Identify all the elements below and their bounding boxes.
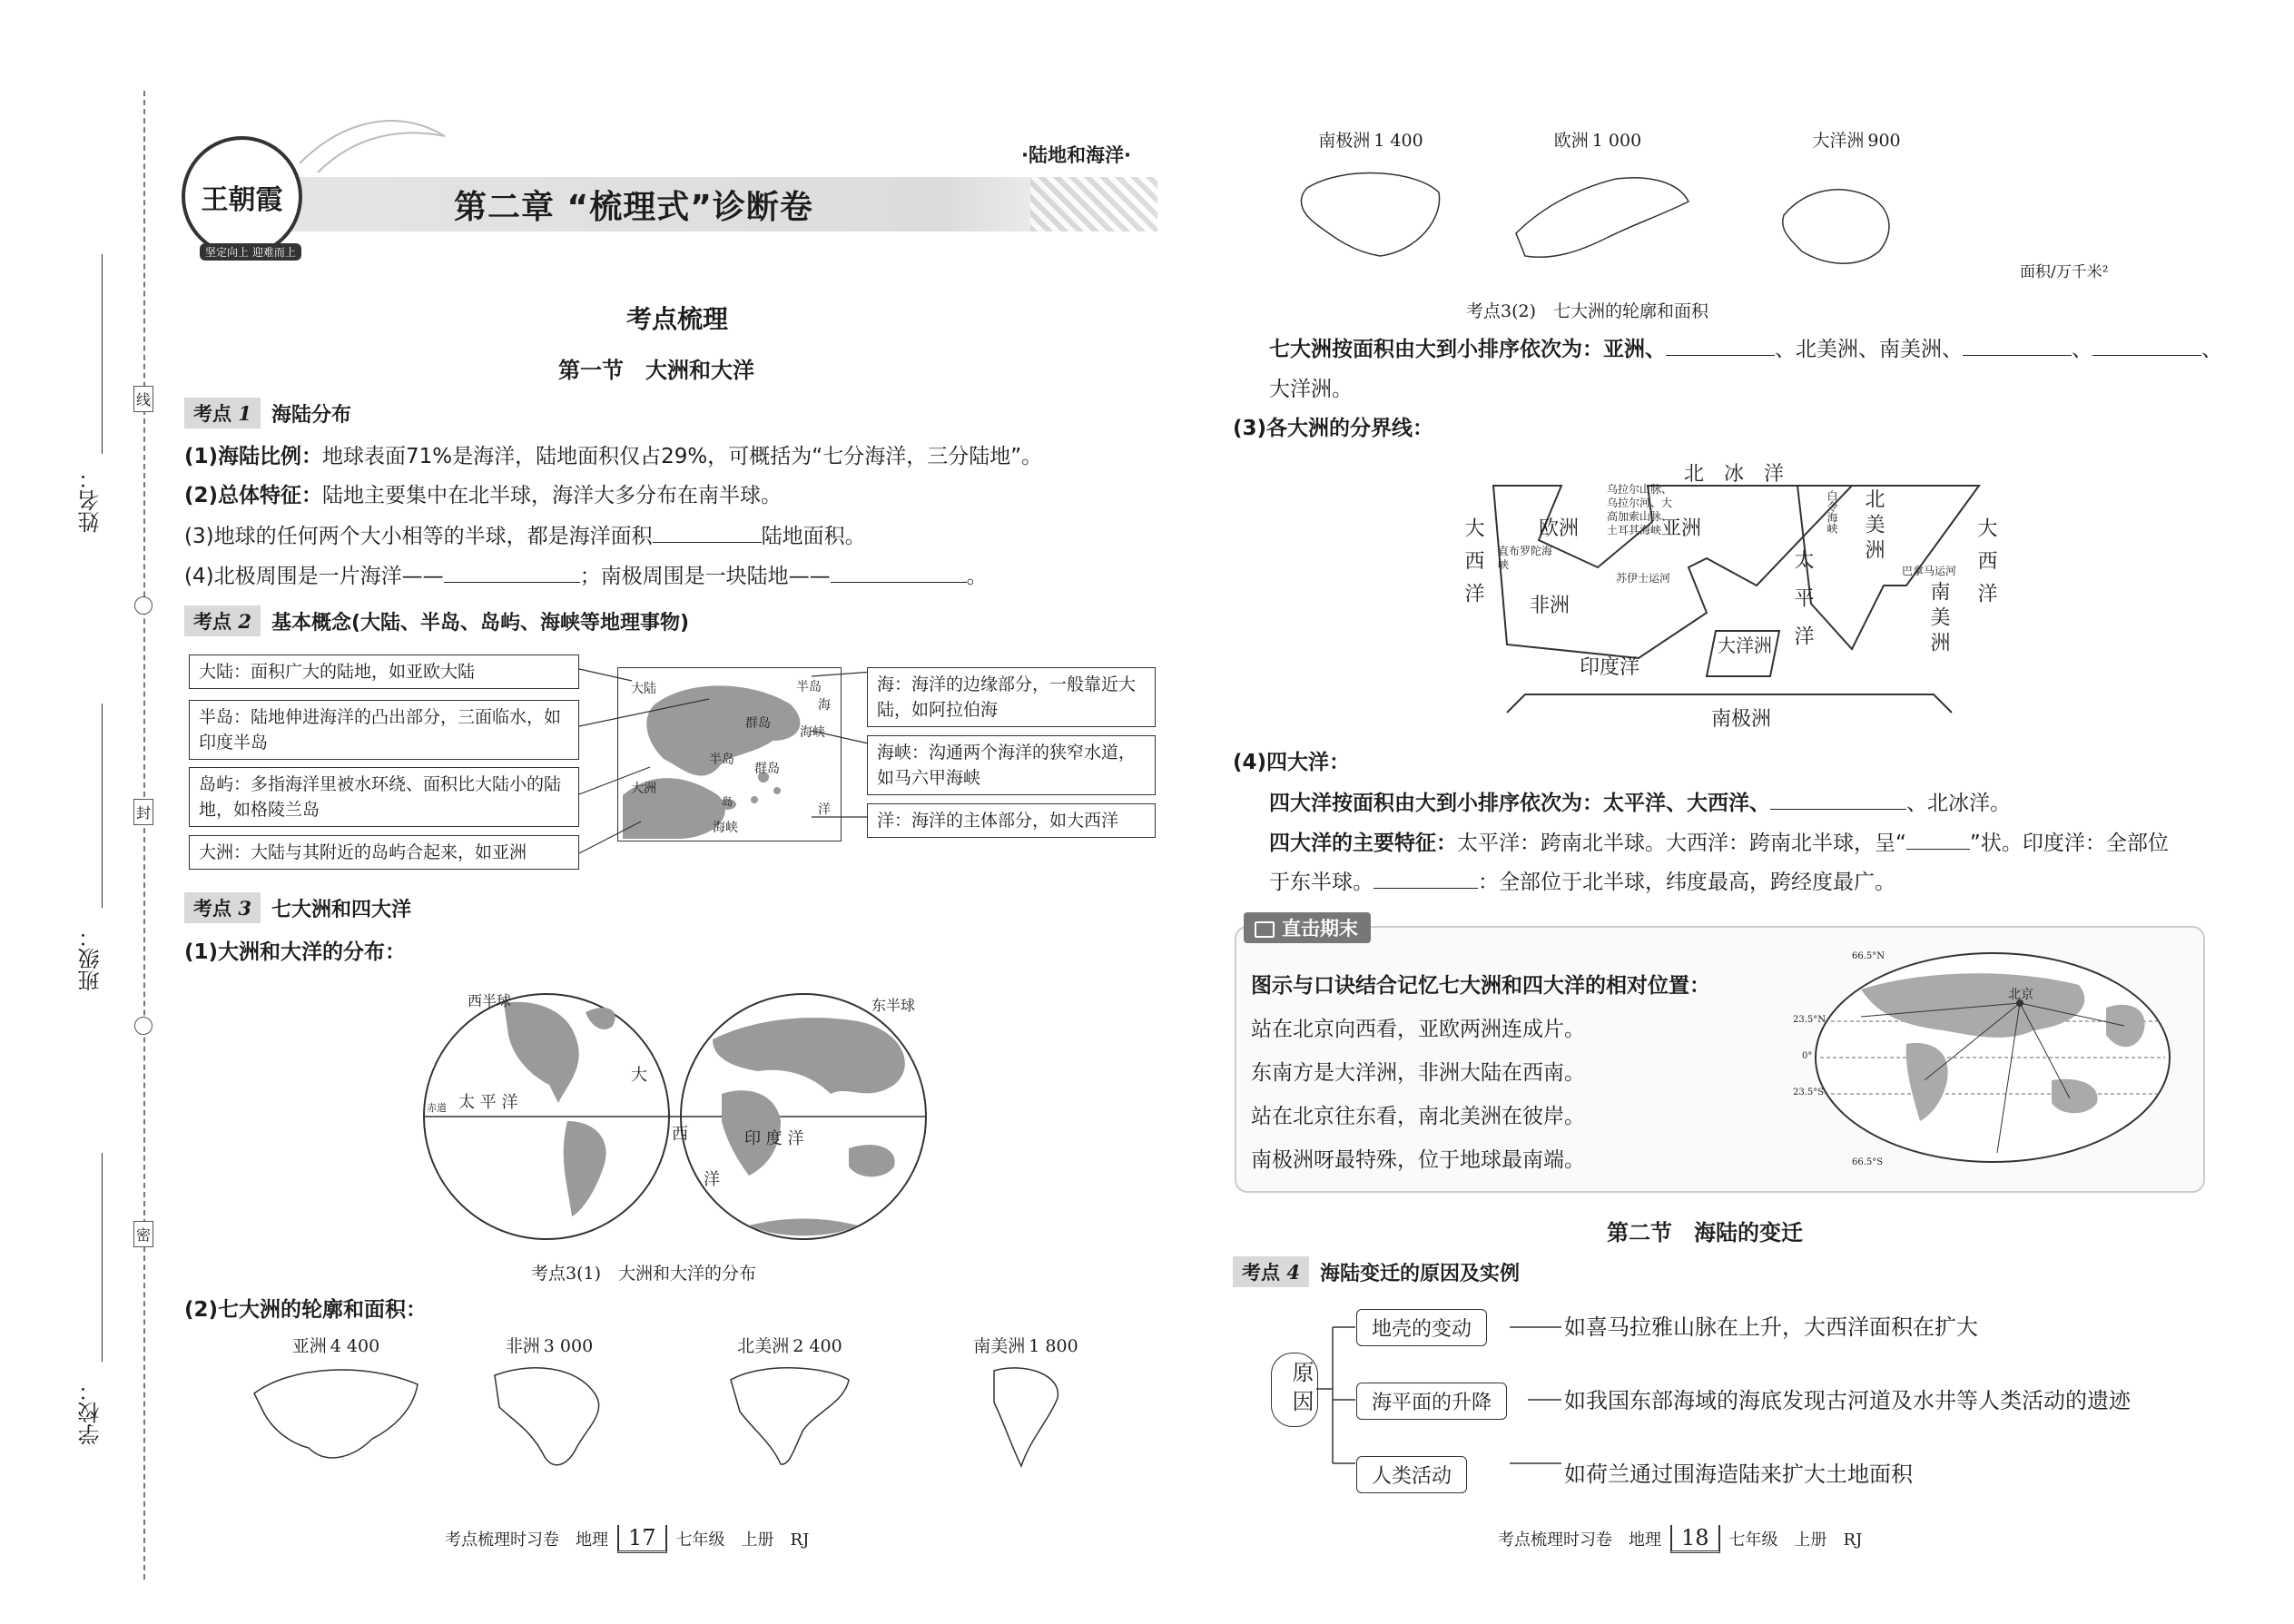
school-line[interactable] [102,1153,103,1362]
concept-island: 岛屿：多指海洋里被水环绕、面积比大陆小的陆地，如格陵兰岛 [189,767,579,827]
continent-south-america [953,1333,1098,1479]
kd1-heading [184,398,351,428]
map-label-peninsula-2: 半岛 [709,753,734,767]
blank-continent-6[interactable] [2092,335,2201,356]
bd-antarctica: 南极洲 [1711,708,1772,731]
reason-human-example: 如荷兰通过围海造陆来扩大土地面积 [1564,1462,1913,1487]
header-topic: ·陆地和海洋· [1021,144,1131,166]
kd4-heading [1233,1256,1520,1287]
area-unit: 面积/万千米² [2020,263,2109,281]
binding-mark-dense: 密 [133,1221,153,1247]
bd-suez: 苏伊士运河 [1616,572,1671,585]
kd2-title: 基本概念(大陆、半岛、岛屿、海峡等地理事物) [271,611,690,635]
asia-outline-icon [245,1357,427,1475]
bd-south-america: 南美洲 [1927,581,1950,657]
logo [182,136,302,257]
bd-north-america: 北美洲 [1862,488,1885,565]
kd4-title: 海陆变迁的原因及实例 [1319,1262,1520,1285]
exam-tip-line3: 站在北京往东看，南北美洲在彼岸。 [1251,1105,1585,1128]
beijing-map [1807,944,2179,1171]
binding-mark-line: 线 [133,386,153,412]
fig1-caption: 考点3(1) 大洲和大洋的分布 [531,1264,757,1284]
continent-area: 2 400 [793,1336,842,1356]
fig2-caption: 考点3(2) 七大洲的轮廓和面积 [1466,301,1709,321]
kd4-tag: 考点 4 [1233,1256,1309,1287]
map-label-continent-group: 大洲 [631,782,656,796]
label-atlantic-2: 西 [672,1125,688,1144]
bd-bering: 白令海峡 [1826,490,1838,534]
continent-area: 1 800 [1029,1336,1078,1356]
kd1-line3: (3)地球的任何两个大小相等的半球，都是海洋面积 陆地面积。 [184,522,866,551]
continent-name: 南极洲 [1318,131,1371,151]
blank-continent-5[interactable] [1963,335,2072,356]
ocean-order-line: 四大洋按面积由大到小排序依次为：太平洋、大西洋、 、北冰洋。 [1269,789,2011,818]
name-line[interactable] [102,254,103,454]
bd-arctic: 北 冰 洋 [1684,463,1785,486]
continent-area: 1 000 [1591,131,1642,151]
concept-peninsula: 半岛：陆地伸进海洋的凸出部分，三面临水，如印度半岛 [189,700,579,760]
continent-name: 南美洲 [973,1336,1026,1356]
blank-atlantic-shape[interactable] [1906,829,1970,850]
binding-dot-icon [134,596,153,615]
reason-crust: 地壳的变动 [1356,1309,1487,1346]
page-number: 18 [1670,1525,1720,1553]
ribbon-decoration [290,109,454,182]
map-label-peninsula: 半岛 [796,680,822,694]
ocean-feature-line1: 四大洋的主要特征：太平洋：跨南北半球。大西洋：跨南北半球，呈“ ”状。印度洋：全部位 [1269,829,2169,858]
bd-europe: 欧洲 [1539,517,1580,540]
bd-atlantic-left: 大西洋 [1462,517,1484,615]
continent-name: 欧洲 [1553,131,1589,151]
continent-name: 非洲 [505,1336,540,1356]
book-icon [1255,921,1275,938]
page-number: 17 [617,1525,667,1553]
reason-sea-level-example: 如我国东部海域的海底发现古河道及水井等人类活动的遗迹 [1564,1388,2131,1413]
section2-title: 第二节 海陆的变迁 [1607,1220,1803,1245]
label-atlantic-1: 大 [631,1066,647,1085]
continent-europe [1498,127,1698,273]
section-heading: 考点梳理 [626,304,729,334]
kd1-line4: (4)北极周围是一片海洋—— ；南极周围是一块陆地—— 。 [184,562,988,591]
kd3-sub2: (2)七大洲的轮廓和面积： [184,1298,428,1322]
continent-order-line: 七大洲按面积由大到小排序依次为：亚洲、 、北美洲、南美洲、 、 、 [1269,335,2222,364]
lat-66s: 66.5°S [1852,1157,1884,1167]
binding-margin [0,0,159,1624]
map-label-archipelago: 群岛 [745,716,771,731]
map-label-continent: 大陆 [631,682,656,696]
name-label: 姓名： [78,468,103,533]
exam-tip-tag: 直击期末 [1244,912,1371,943]
blank-continent-2[interactable] [1666,335,1775,356]
blank-ocean-land-compare[interactable] [653,522,762,543]
reason-crust-example: 如喜马拉雅山脉在上升，大西洋面积在扩大 [1564,1314,1978,1340]
continent-north-america [717,1333,862,1479]
header-checker [1030,177,1157,231]
continent-antarctica [1280,127,1462,273]
chapter-title: 第二章 “梳理式”诊断卷 [454,189,813,226]
lat-66n: 66.5°N [1852,951,1885,961]
left-footer: 考点梳理时习卷 地理 17 七年级 上册 RJ [445,1525,809,1553]
continent-area: 900 [1867,131,1901,151]
kd3-tag: 考点 3 [184,892,261,923]
label-equator: 赤道 [427,1102,447,1114]
bd-africa: 非洲 [1530,595,1570,617]
exam-tip-title: 图示与口诀结合记忆七大洲和四大洋的相对位置： [1251,974,1710,998]
blank-south-pole-land[interactable] [831,562,967,583]
kd1-line2: (2)总体特征：陆地主要集中在北半球，海洋大多分布在南半球。 [184,484,783,507]
concept-ocean: 洋：海洋的主体部分，如大西洋 [867,803,1156,838]
oceania-outline-icon [1770,152,1943,279]
blank-north-pole-ocean[interactable] [444,562,580,583]
blank-arctic-ocean[interactable] [1373,868,1478,889]
antarctica-outline-icon [1280,152,1462,270]
map-label-strait: 海峡 [800,725,825,740]
kd1-tag: 考点 1 [184,398,261,428]
beijing-label: 北京 [2008,988,2033,1002]
reasons-root: 原因 [1271,1353,1318,1427]
bd-oceania: 大洋洲 [1718,635,1772,656]
logo-text: 王朝霞 [201,183,283,216]
map-label-island: 岛 [722,795,733,808]
binding-dashed-line [143,91,145,1580]
continent-africa [477,1333,622,1479]
ocean-feature-line2: 于东半球。 ：全部位于北半球，纬度最高，跨经度最广。 [1269,868,1895,897]
bd-ural: 乌拉尔山脉、乌拉尔河、大高加索山脉、土耳其海峡 [1607,483,1673,536]
north-america-outline-icon [717,1357,862,1475]
class-line[interactable] [102,704,103,908]
section1-title: 第一节 大洲和大洋 [558,358,754,383]
class-label: 班级： [78,926,103,991]
reason-sea-level: 海平面的升降 [1356,1383,1507,1420]
continent-name: 北美洲 [737,1336,790,1356]
right-footer: 考点梳理时习卷 地理 18 七年级 上册 RJ [1498,1525,1862,1553]
map-label-ocean: 洋 [818,802,831,817]
bd-gibraltar: 直布罗陀海峡 [1498,545,1553,571]
kd3-sub3: (3)各大洲的分界线： [1233,417,1434,440]
continent-asia [245,1333,427,1479]
exam-tip-line2: 东南方是大洋洲，非洲大陆在西南。 [1251,1061,1585,1085]
world-hemispheres [422,985,930,1248]
label-east-hemisphere: 东半球 [871,997,916,1014]
kd3-heading [184,892,411,923]
bd-asia: 亚洲 [1661,517,1702,540]
label-west-hemisphere: 西半球 [468,992,512,1009]
concept-connectors [577,649,877,867]
bd-pacific: 太平洋 [1791,549,1814,664]
label-indian: 印 度 洋 [744,1129,804,1148]
lat-23n: 23.5°N [1793,1015,1826,1025]
europe-outline-icon [1498,152,1698,270]
map-label-strait-2: 海峡 [713,821,738,835]
exam-tip-line1: 站在北京向西看，亚欧两洲连成片。 [1251,1018,1585,1041]
reason-human: 人类活动 [1356,1456,1467,1493]
continent-name: 大洋洲 [1812,131,1865,151]
continent-area: 1 400 [1373,131,1423,151]
continent-oceania [1770,127,1943,282]
lat-23s: 23.5°S [1793,1088,1825,1097]
kd3-title: 七大洲和四大洋 [271,898,411,921]
binding-dot-icon [134,1017,153,1035]
label-pacific: 太 平 洋 [458,1093,518,1112]
kd2-tag: 考点 2 [184,605,261,636]
bd-atlantic-right: 大西洋 [1974,517,1997,615]
kd2-heading [184,605,689,636]
kd1-title: 海陆分布 [271,403,351,427]
concept-continent-group: 大洲：大陆与其附近的岛屿合起来，如亚洲 [189,835,579,870]
map-label-sea: 海 [818,698,831,713]
map-label-archipelago-2: 群岛 [754,762,780,776]
binding-mark-seal: 封 [133,799,153,825]
logo-slogan: 坚定向上 迎难而上 [200,243,301,261]
bd-panama: 巴拿马运河 [1902,565,1957,577]
concept-strait: 海峡：沟通两个海洋的狭窄水道，如马六甲海峡 [867,735,1156,795]
lat-0: 0° [1802,1051,1813,1061]
concept-continent: 大陆：面积广大的陆地，如亚欧大陆 [189,655,579,689]
school-label: 学校： [78,1380,103,1445]
continent-area: 4 400 [330,1336,380,1356]
africa-outline-icon [477,1357,622,1475]
bd-indian: 印度洋 [1580,656,1640,679]
blank-ocean-3[interactable] [1770,789,1906,810]
continent-area: 3 000 [543,1336,594,1356]
label-atlantic-3: 洋 [704,1170,720,1189]
exam-tip-line4: 南极洲呀最特殊，位于地球最南端。 [1251,1148,1585,1172]
continent-name: 亚洲 [291,1336,327,1356]
kd1-line1: (1)海陆比例：地球表面71%是海洋，陆地面积仅占29%，可概括为“七分海洋，三分陆地”。 [184,445,1043,468]
continent-order-end: 大洋洲。 [1269,378,1353,401]
concept-sea: 海：海洋的边缘部分，一般靠近大陆，如阿拉伯海 [867,667,1156,727]
kd3-sub4: (4)四大洋： [1233,751,1351,774]
south-america-outline-icon [953,1357,1098,1475]
kd3-sub1: (1)大洲和大洋的分布： [184,940,407,964]
